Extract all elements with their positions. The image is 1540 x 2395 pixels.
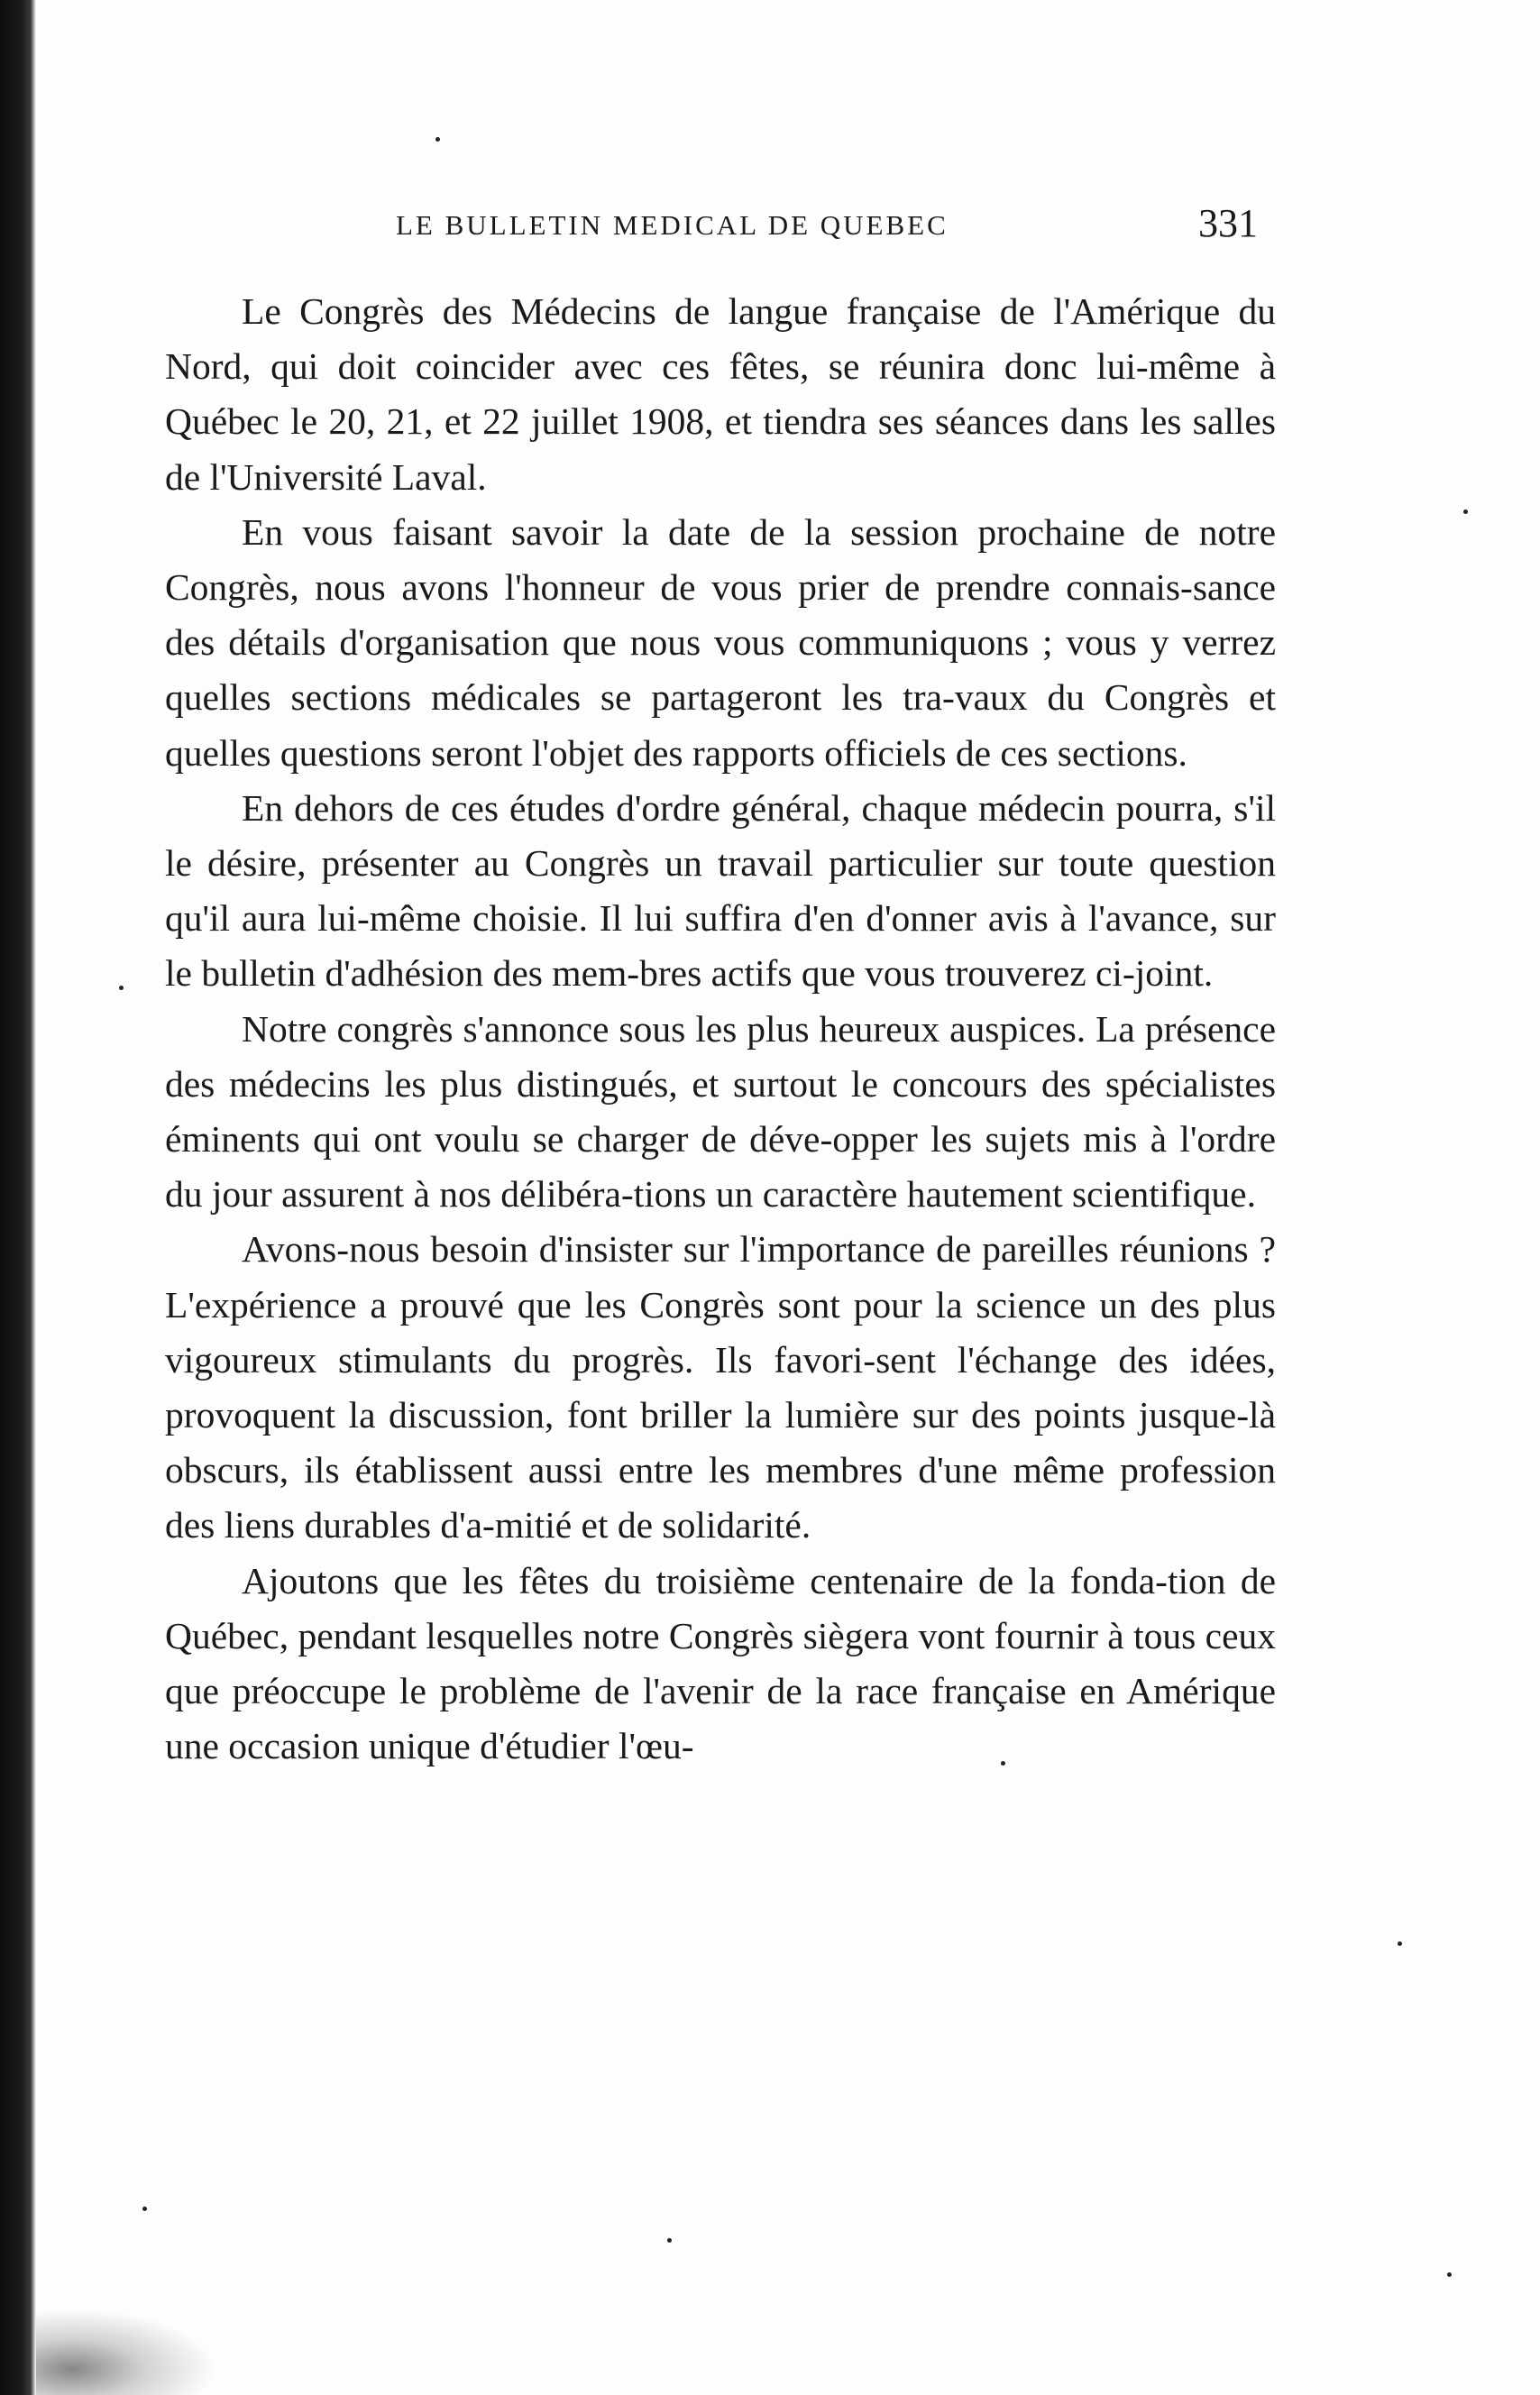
page-header: [165, 200, 1276, 254]
binding-shadow: [0, 0, 36, 2395]
paragraph: En dehors de ces études d'ordre général, chaque médecin pourra, s'il le désire, présenter au Congrès un travail particulier sur toute question qu'il aura lui-même choisie. Il lui suffira d'en d'onner avis à l'avance, sur le bulletin d'adhésion des mem-bres actifs que vous trouverez ci-joint.: [165, 786, 1276, 995]
paragraph: Notre congrès s'annonce sous les plus heureux auspices. La présence des médecins les plus distingués, et surtout le concours des spécialistes éminents qui ont voulu se charger de déve-opper les sujets mis à l'ordre du jour assurent à nos délibéra-tions un caractère hautement scientifique.: [165, 1007, 1276, 1216]
scan-speck: [142, 2207, 147, 2211]
paragraph: En vous faisant savoir la date de la session prochaine de notre Congrès, nous avons l'honneur de vous prier de prendre connais-sance des détails d'organisation que nous vous communiquons ; vous y verrez quelles sections médicales se partageront les tra-vaux du Congrès et quelles questions seront l'objet des rapports officiels de ces sections.: [165, 510, 1276, 774]
page-number: 331: [1198, 201, 1258, 245]
body-text: [165, 284, 1276, 1774]
scan-speck: [1001, 1761, 1005, 1766]
binding-shadow-corner: [36, 2308, 216, 2395]
scan-speck: [1398, 1941, 1402, 1946]
paragraph: Le Congrès des Médecins de langue française de l'Amérique du Nord, qui doit coincider avec ces fêtes, se réunira donc lui-même à Québec le 20, 21, et 22 juillet 1908, et tiendra ses séances dans les salles de l'Université Laval.: [165, 290, 1276, 498]
scan-speck: [435, 137, 440, 142]
running-head: LE BULLETIN MEDICAL DE QUEBEC: [396, 209, 949, 241]
scan-speck: [667, 2238, 672, 2243]
scan-speck: [1463, 509, 1468, 514]
scan-speck: [119, 986, 124, 990]
paragraph: Ajoutons que les fêtes du troisième centenaire de la fonda-tion de Québec, pendant lesquelles notre Congrès siègera vont fournir à tous ceux que préoccupe le problème de l'avenir de la race française en Amérique une occasion unique d'étudier l'œu-: [165, 1559, 1276, 1767]
scan-speck: [1447, 2272, 1452, 2277]
paragraph: Avons-nous besoin d'insister sur l'importance de pareilles réunions ? L'expérience a prouvé que les Congrès sont pour la science un des plus vigoureux stimulants du progrès. Ils favori-sent l'échange des idées, provoquent la discussion, font briller la lumière sur des points jusque-là obscurs, ils établissent aussi entre les membres d'une même profession des liens durables d'a-mitié et de solidarité.: [165, 1228, 1276, 1546]
